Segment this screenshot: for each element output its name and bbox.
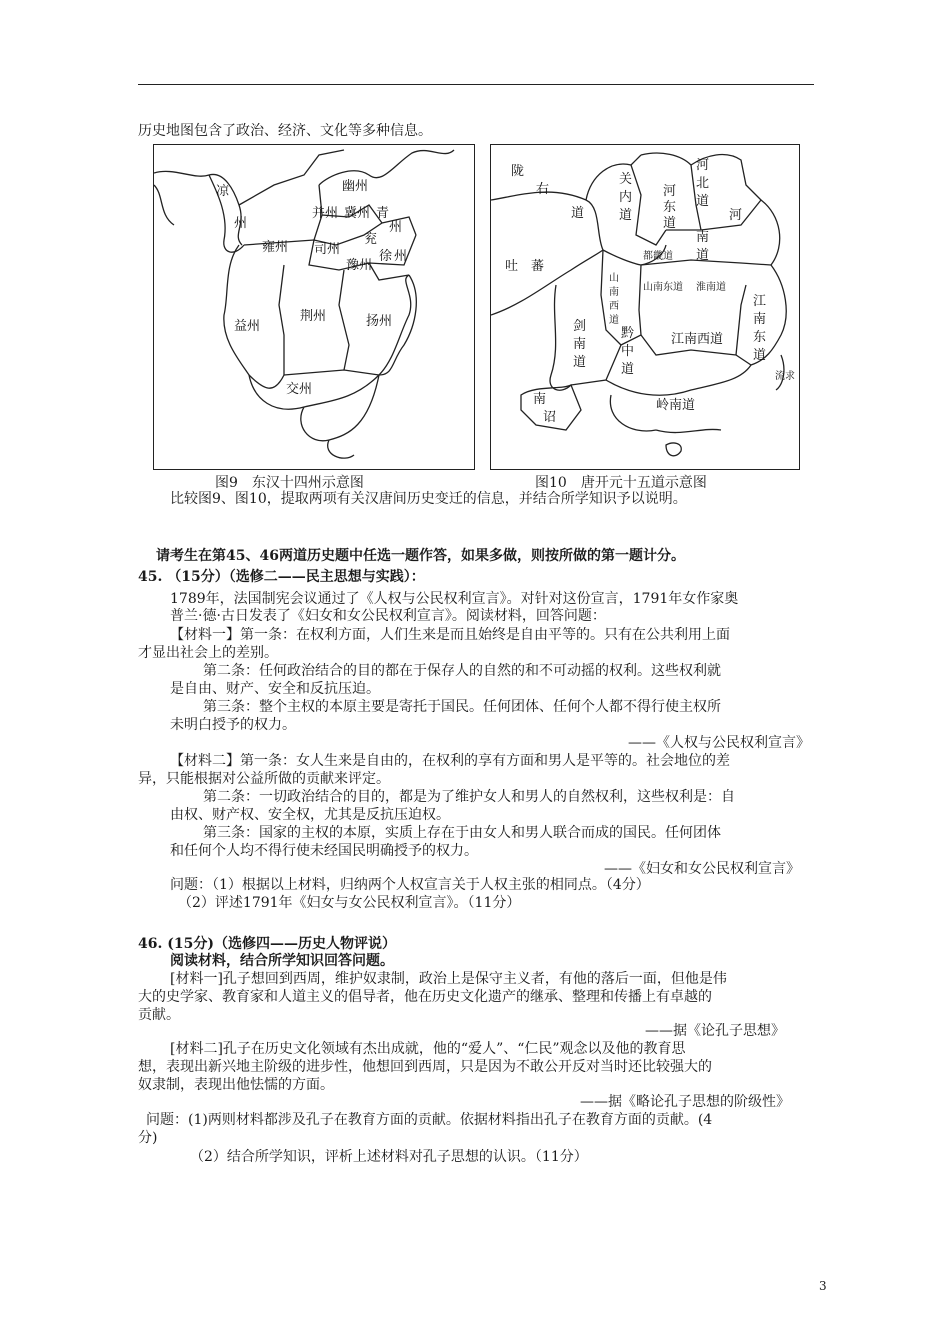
map10-label: 山南东道 xyxy=(643,282,683,293)
question-44: 比较图9、图10，提取两项有关汉唐间历史变迁的信息，并结合所学知识予以说明。 xyxy=(170,491,687,507)
map10-label: 道 xyxy=(621,362,635,377)
map10-label: 江南西道 xyxy=(671,332,724,347)
map9-label: 州 xyxy=(389,220,403,235)
q45-line: 是自由、财产、安全和反抗压迫。 xyxy=(170,681,380,697)
q46-line: 贡献。 xyxy=(138,1007,180,1023)
q45-question: 问题：（1）根据以上材料，归纳两个人权宣言关于人权主张的相同点。（4分） xyxy=(170,877,650,893)
map10-label: 山 xyxy=(609,273,619,284)
map10-label: 中 xyxy=(621,344,635,359)
q46-line: [材料一]孔子想回到西周，维护奴隶制，政治上是保守主义者，有他的落后一面，但他是伟 xyxy=(170,971,727,987)
map10-label: 蕃 xyxy=(531,259,545,274)
q45-line: 第二条：任何政治结合的目的都在于保存人的自然的和不可动摇的权利。这些权利就 xyxy=(203,663,721,679)
q46-question: 问题：(1)两则材料都涉及孔子在教育方面的贡献。依据材料指出孔子在教育方面的贡献。(4 xyxy=(146,1112,713,1128)
map10-label: 都畿道 xyxy=(643,251,673,262)
q46-line: 想，表现出新兴地主阶级的进步性，他想回到西周，只是因为不敢公开反对当时还比较强大的 xyxy=(138,1059,712,1075)
map10-label: 道 xyxy=(663,216,677,231)
map10-label: 南 xyxy=(573,337,587,352)
q45-line: 由权、财产权、安全权，尤其是反抗压迫权。 xyxy=(170,807,450,823)
map10-label: 道 xyxy=(573,355,587,370)
map10-label: 陇 xyxy=(511,164,525,179)
q45-line: 第二条：一切政治结合的目的，都是为了维护女人和男人的自然权利，这些权利是：自 xyxy=(203,789,735,805)
map9-label: 益州 xyxy=(234,319,261,334)
caption-fig10: 图10 唐开元十五道示意图 xyxy=(535,475,707,491)
q45-line: 第三条：国家的主权的本原，实质上存在于由女人和男人联合而成的国民。任何团体 xyxy=(203,825,721,841)
q46-source: ——据《略论孔子思想的阶级性》 xyxy=(580,1094,790,1110)
map9-label: 凉 xyxy=(216,184,230,199)
map10-label: 关 xyxy=(619,172,633,187)
q45-line: 异，只能根据对公益所做的贡献来评定。 xyxy=(138,771,390,787)
map10-label: 河 xyxy=(729,208,743,223)
map10-label: 道 xyxy=(696,194,710,209)
q46-question: 分) xyxy=(138,1130,158,1146)
map10-label: 东 xyxy=(663,200,677,215)
map9-label: 扬州 xyxy=(366,314,393,329)
map9-label: 兖 xyxy=(364,232,378,247)
map-fig10 xyxy=(490,144,800,470)
map10-label: 河 xyxy=(696,158,710,173)
map-fig9 xyxy=(153,144,475,470)
map10-label: 吐 xyxy=(505,259,519,274)
map10-label: 道 xyxy=(753,348,767,363)
map9-label: 徐 xyxy=(379,249,393,264)
q46-title: 46. (15分)（选修四——历史人物评说） xyxy=(138,936,396,952)
q45-source: ——《人权与公民权利宣言》 xyxy=(628,735,810,751)
q45-line: 才显出社会上的差别。 xyxy=(138,645,278,661)
q46-line: [材料二]孔子在历史文化领域有杰出成就，他的“爱人”、“仁民”观念以及他的教育思 xyxy=(170,1041,686,1057)
map10-label: 北 xyxy=(696,176,710,191)
map9-label: 幽州 xyxy=(342,179,369,194)
map9-label: 并州 xyxy=(312,206,339,221)
q46-line: 奴隶制，表现出他怯懦的方面。 xyxy=(138,1077,334,1093)
q45-question: （2）评述1791年《妇女与女公民权利宣言》。（11分） xyxy=(178,895,521,911)
map10-label: 道 xyxy=(609,315,619,326)
q45-source: ——《妇女和女公民权利宣言》 xyxy=(604,861,800,877)
instruction: 请考生在第45、46两道历史题中任选一题作答，如果多做，则按所做的第一题计分。 xyxy=(156,548,685,564)
map10-label: 黔 xyxy=(621,326,635,341)
map10-label: 岭南道 xyxy=(656,398,696,413)
q45-line: 未明白授予的权力。 xyxy=(170,717,296,733)
q46-question: （2）结合所学知识，评析上述材料对孔子思想的认识。（11分） xyxy=(190,1149,588,1165)
caption-fig9: 图9 东汉十四州示意图 xyxy=(215,475,364,491)
q45-title: 45. （15分）（选修二——民主思想与实践）： xyxy=(138,569,425,585)
q45-line: 【材料二】第一条：女人生来是自由的，在权利的享有方面和男人是平等的。社会地位的差 xyxy=(170,753,730,769)
q45-line: 和任何个人均不得行使未经国民明确授予的权力。 xyxy=(170,843,478,859)
map9-label: 冀州 xyxy=(344,206,371,221)
q45-line: 1789年，法国制宪会议通过了《人权与公民权利宣言》。对针对这份宣言，1791年女作家奥 xyxy=(170,591,739,607)
map10-label: 南 xyxy=(753,312,767,327)
map9-label: 雍州 xyxy=(262,240,289,255)
map9-label: 豫州 xyxy=(346,258,373,273)
map-fig10-drawing xyxy=(491,145,799,469)
map10-label: 南 xyxy=(609,287,619,298)
q46-subtitle: 阅读材料，结合所学知识回答问题。 xyxy=(170,953,394,969)
q45-line: 普兰·德·古日发表了《妇女和女公民权利宣言》。阅读材料，回答问题： xyxy=(170,608,606,624)
q46-source: ——据《论孔子思想》 xyxy=(645,1023,785,1039)
map9-label: 州 xyxy=(234,216,248,231)
map10-label: 东 xyxy=(753,330,767,345)
map9-label: 交州 xyxy=(286,382,313,397)
map10-label: 淮南道 xyxy=(696,282,726,293)
q45-line: 【材料一】第一条：在权利方面，人们生来是而且始终是自由平等的。只有在公共利用上面 xyxy=(170,627,730,643)
q46-line: 大的史学家、教育家和人道主义的倡导者，他在历史文化遗产的继承、整理和传播上有卓越的 xyxy=(138,989,712,1005)
map10-label: 江 xyxy=(753,294,767,309)
map10-label: 道 xyxy=(571,206,585,221)
map10-label: 流求 xyxy=(775,371,795,382)
map10-label: 诏 xyxy=(543,410,557,425)
page-number: 3 xyxy=(819,1279,827,1293)
map10-label: 南 xyxy=(696,230,710,245)
q45-line: 第三条：整个主权的本原主要是寄托于国民。任何团体、任何个人都不得行使主权所 xyxy=(203,699,721,715)
map10-label: 内 xyxy=(619,190,633,205)
map9-label: 荆州 xyxy=(300,309,327,324)
map10-label: 西 xyxy=(609,301,619,312)
map10-label: 道 xyxy=(696,248,710,263)
map-fig9-drawing xyxy=(154,145,474,469)
intro-text: 历史地图包含了政治、经济、文化等多种信息。 xyxy=(138,123,432,139)
header-rule xyxy=(138,84,814,85)
map10-label: 剑 xyxy=(573,319,587,334)
map9-label: 司州 xyxy=(314,242,341,257)
map10-label: 南 xyxy=(533,392,547,407)
map9-label: 州 xyxy=(394,249,408,264)
map10-label: 右 xyxy=(536,182,550,197)
map9-label: 青 xyxy=(376,206,390,221)
map10-label: 河 xyxy=(663,184,677,199)
map10-label: 道 xyxy=(619,208,633,223)
